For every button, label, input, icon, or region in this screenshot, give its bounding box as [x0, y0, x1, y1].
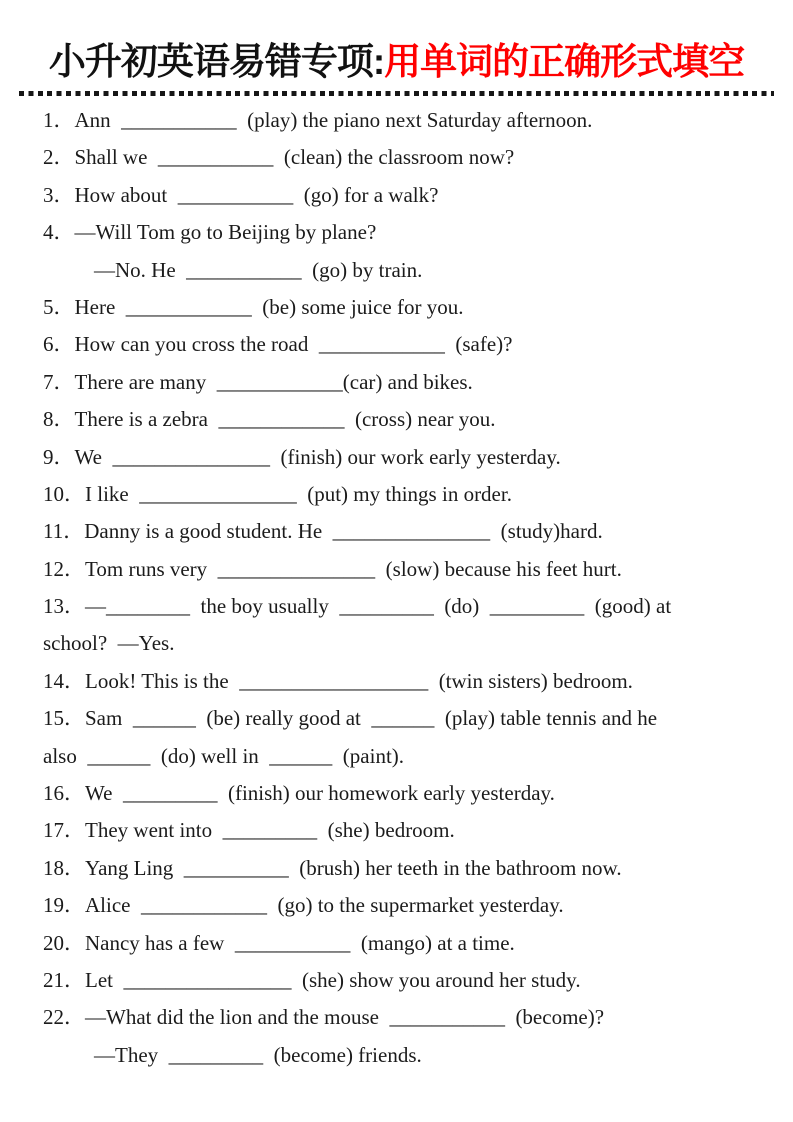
- worksheet-line-18: 18．Yang Ling __________ (brush) her teeth in the bathroom now.: [43, 855, 622, 880]
- worksheet-line-2: 2．Shall we ___________ (clean) the classroom now?: [43, 145, 515, 170]
- worksheet-line-13-cont: school? —Yes.: [43, 631, 175, 656]
- worksheet-line-22: 22．—What did the lion and the mouse ___________ (become)?: [43, 1005, 605, 1030]
- worksheet-line-3: 3．How about ___________ (go) for a walk?: [43, 182, 439, 207]
- worksheet-line-17: 17．They went into _________ (she) bedroom.: [43, 818, 455, 843]
- worksheet-line-19: 19．Alice ____________ (go) to the supermarket yesterday.: [43, 893, 564, 918]
- page-title-red: 用单词的正确形式填空: [384, 41, 745, 82]
- worksheet-line-4-reply: —No. He ___________ (go) by train.: [94, 257, 423, 282]
- worksheet-line-8: 8．There is a zebra ____________ (cross) near you.: [43, 407, 496, 432]
- worksheet-line-1: 1．Ann ___________ (play) the piano next Saturday afternoon.: [43, 108, 593, 132]
- worksheet-line-21: 21．Let ________________ (she) show you around her study.: [43, 967, 581, 992]
- worksheet-line-11: 11．Danny is a good student. He _______________ (study)hard.: [43, 519, 603, 544]
- worksheet-line-9: 9．We _______________ (finish) our work early yesterday.: [43, 444, 561, 469]
- worksheet-line-14: 14．Look! This is the __________________ (twin sisters) bedroom.: [43, 668, 633, 693]
- worksheet-line-16: 16．We _________ (finish) our homework early yesterday.: [43, 781, 555, 806]
- worksheet-line-12: 12．Tom runs very _______________ (slow) because his feet hurt.: [43, 556, 622, 581]
- worksheet-line-15-cont: also ______ (do) well in ______ (paint).: [43, 743, 405, 768]
- worksheet-line-4: 4．—Will Tom go to Beijing by plane?: [43, 220, 377, 245]
- worksheet-line-5: 5．Here ____________ (be) some juice for you.: [43, 294, 464, 319]
- page-title-black: 小升初英语易错专项:: [48, 41, 385, 82]
- worksheet-line-7: 7．There are many ____________(car) and bikes.: [43, 369, 473, 394]
- worksheet-line-6: 6．How can you cross the road ____________ (safe)?: [43, 332, 513, 357]
- worksheet-line-20: 20．Nancy has a few ___________ (mango) at a time.: [43, 930, 515, 955]
- worksheet-line-13: 13．—________ the boy usually _________ (do) _________ (good) at: [43, 594, 672, 619]
- worksheet-body: [0, 96, 793, 1074]
- worksheet-line-10: 10．I like _______________ (put) my things in order.: [43, 481, 512, 506]
- worksheet-line-22-reply: —They _________ (become) friends.: [94, 1042, 422, 1067]
- worksheet-line-15: 15．Sam ______ (be) really good at ______ (play) table tennis and he: [43, 706, 658, 731]
- page-title: [0, 0, 793, 84]
